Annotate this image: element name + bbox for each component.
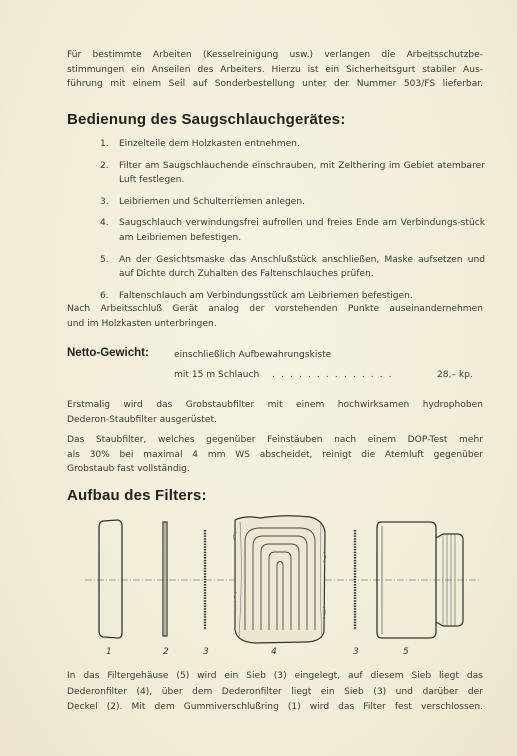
- figure-label-2: 2: [163, 647, 169, 657]
- text-line: Für bestimmte Arbeiten (Kesselreinigung usw.) verlangen die Arbeitsschutzbe-: [67, 50, 483, 60]
- text-line: stimmungen ein Anseilen des Arbeiters. Hierzu ist ein Sicherheitsgurt stabiler Aus-: [67, 64, 483, 75]
- step-number: 6.: [100, 290, 109, 301]
- step-text: An der Gesichtsmaske das Anschlußstück anschließen, Maske aufsetzen und auf Dichte durch Zuhalten des Faltenschlauches prüfen.: [119, 254, 485, 280]
- net-weight-line1: einschließlich Aufbewahrungskiste: [174, 350, 332, 360]
- net-weight-label: Netto-Gewicht:: [67, 347, 149, 359]
- step-text: Faltenschlauch am Verbindungsstück am Leibriemen befestigen.: [119, 290, 413, 301]
- list-item: [100, 253, 485, 282]
- text-line: und im Holzkasten unterbringen.: [67, 318, 217, 329]
- net-weight-block: [67, 346, 487, 384]
- step-number: 2.: [100, 160, 109, 171]
- text-line: Nach Arbeitsschluß Gerät analog der vorstehenden Punkte auseinandernehmen: [67, 304, 483, 314]
- leader-dots: . . . . . . . . . . . . . .: [272, 370, 394, 380]
- figure-label-1: 1: [106, 647, 112, 657]
- list-item: [100, 159, 485, 188]
- filter-diagram-svg: [85, 512, 485, 662]
- list-item: [100, 195, 485, 210]
- text-line: In das Filtergehäuse (5) wird ein Sieb (3) eingelegt, auf diesem Sieb liegt das: [67, 671, 483, 681]
- text-line: als 30% bei maximal 4 mm WS abscheidet, reinigt die Atemluft gegenüber: [67, 449, 483, 460]
- text-line: führung mit einem Seil auf Sonderbestellung unter der Nummer 503/FS lieferbar.: [67, 79, 483, 90]
- figure-label-3: 3: [203, 647, 209, 657]
- figure-label-4: 4: [271, 647, 277, 657]
- section-heading-filter: Aufbau des Filters:: [67, 487, 207, 504]
- text-line: Dederon-Staubfilter ausgerüstet.: [67, 414, 217, 425]
- list-item: [100, 137, 485, 152]
- dederon-paragraph: [67, 398, 483, 427]
- text-line: Das Staubfilter, welches gegenüber Feinstäuben nach einem DOP-Test mehr: [67, 435, 483, 445]
- text-line: Deckel (2). Mit dem Gummiverschlußring (1) wird das Filter fest verschlossen.: [67, 702, 483, 712]
- step-number: 3.: [100, 196, 109, 207]
- staubfilter-paragraph: [67, 433, 483, 477]
- text-line: Dederonfilter (4), über dem Dederonfilter liegt ein Sieb (3) und darüber der: [67, 686, 483, 697]
- net-weight-value: 28,– kp.: [437, 370, 473, 380]
- text-line: Grobstaub fast vollständig.: [67, 464, 190, 475]
- section-heading-operation: Bedienung des Saugschlauchgerätes:: [67, 111, 346, 128]
- step-number: 4.: [100, 218, 109, 229]
- step-text: Filter am Saugschlauchende einschrauben, mit Zelthering im Gebiet atembarer Luft festlegen.: [119, 160, 485, 186]
- step-text: Leibriemen und Schulterriemen anlegen.: [119, 196, 305, 207]
- figure-label-3b: 3: [353, 647, 359, 657]
- step-text: Saugschlauch verwindungsfrei aufrollen und freies Ende am Verbindungs-stück am Leibriemen befestigen.: [119, 218, 485, 243]
- intro-paragraph: [67, 48, 483, 92]
- after-work-paragraph: [67, 302, 483, 331]
- list-item: [100, 216, 485, 245]
- filter-diagram: [85, 512, 485, 662]
- net-weight-line2: mit 15 m Schlauch: [174, 370, 260, 380]
- steps-list: [100, 137, 485, 310]
- figure-label-5: 5: [403, 647, 409, 657]
- step-number: 1.: [100, 139, 109, 149]
- figure-caption: [67, 669, 483, 716]
- step-number: 5.: [100, 254, 109, 265]
- dederon-filter-part: [233, 516, 326, 643]
- rubber-ring-part: [99, 520, 122, 638]
- step-text: Einzelteile dem Holzkasten entnehmen.: [119, 139, 300, 149]
- text-line: Erstmalig wird das Grobstaubfilter mit einem hochwirksamen hydrophoben: [67, 400, 483, 410]
